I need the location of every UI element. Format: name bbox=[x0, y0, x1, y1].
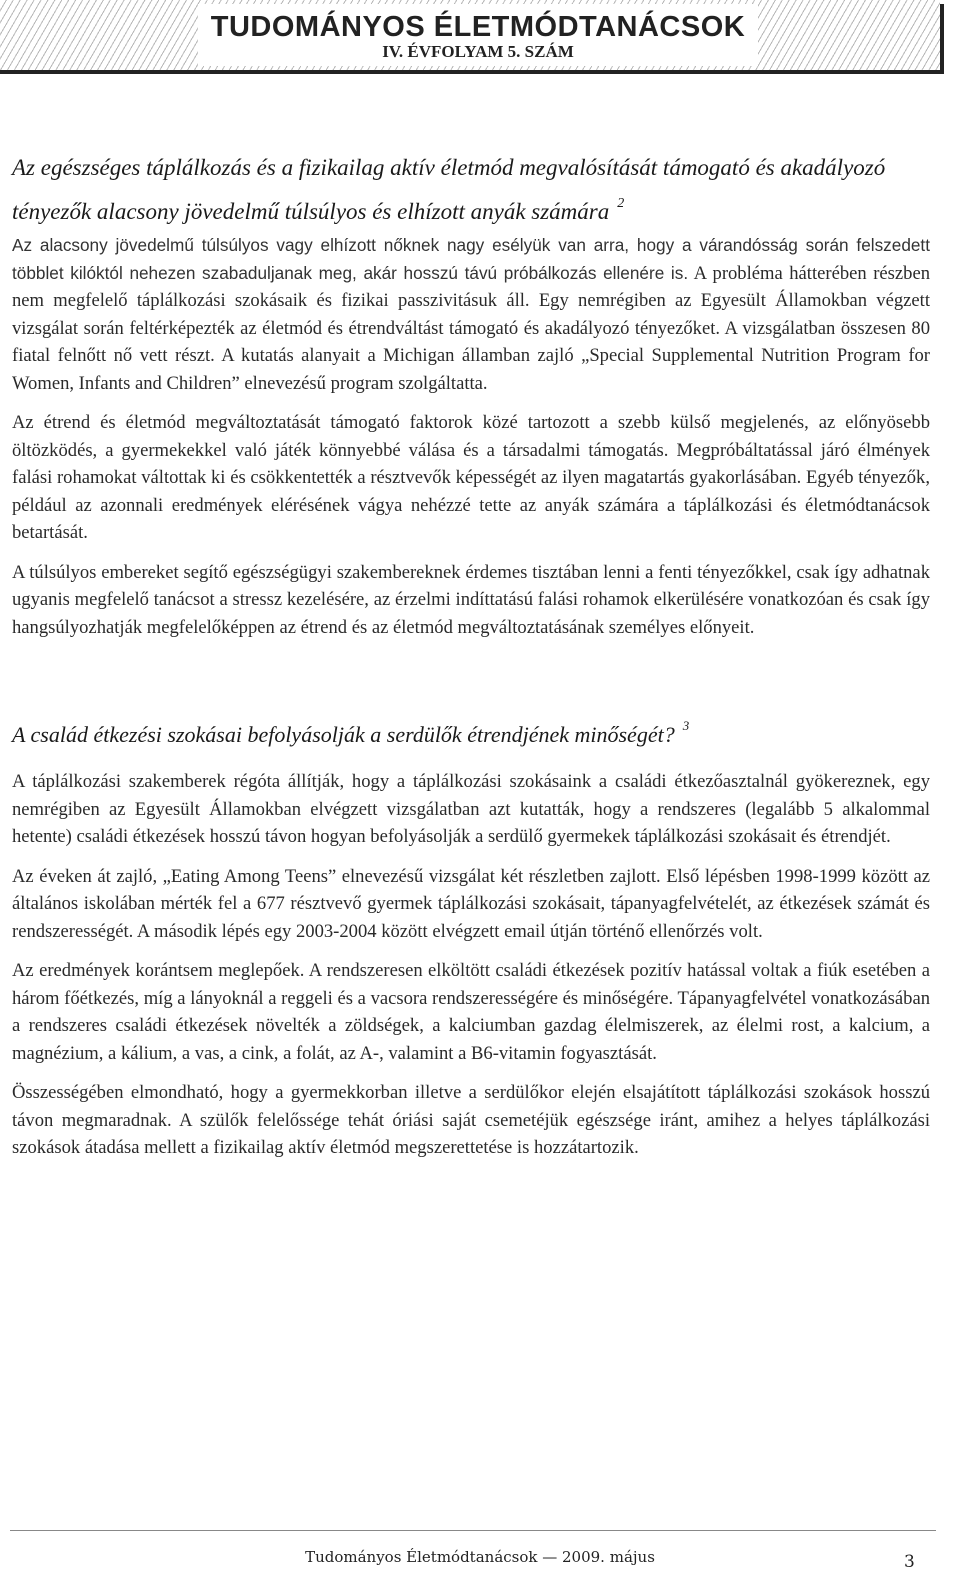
article-1-paragraph-3: A túlsúlyos embereket segítő egészségügyi szakembereknek érdemes tisztában lenni a fenti tényezőkkel, csak így adhatnak ugyanis megfelelő tanácsot a stressz kezelésére, az érzelmi indíttatású falási rohamok elkerülésére vonatkozóan és csak így hangsúlyozhatják megfelelőképpen az étrend és az életmód megváltoztatásának személyes előnyeit. bbox=[12, 561, 930, 638]
masthead-shadow-bottom bbox=[0, 70, 944, 74]
page-number: 3 bbox=[904, 1552, 915, 1572]
article-body bbox=[12, 150, 930, 1174]
article-2-paragraph-3: Az eredmények korántsem meglepőek. A rendszeresen elköltött családi étkezések pozitív hatással voltak a fiúk esetében a három főétkezés, míg a lányoknál a reggeli és a vacsora rendszerességére és minőségére. Tápanyagfelvétel vonatkozásában a rendszeres családi étkezések növelték a zöldségek, a kalciumban gazdag élelmiszerek, az élelmi rost, a kalcium, a magnézium, a kálium, a vas, a cink, a folát, az A-, valamint a B6-vitamin fogyasztását. bbox=[12, 960, 930, 1064]
footer-divider bbox=[10, 1530, 936, 1531]
article-1-heading-text: Az egészséges táplálkozás és a fizikailag aktív életmód megvalósítását támogató és akadályozó tényezők alacsony jövedelmű túlsúlyos és elhízott anyák számára bbox=[12, 155, 886, 224]
article-2-heading bbox=[12, 711, 930, 750]
masthead-shadow-right bbox=[940, 4, 944, 74]
article-1-paragraph-2: Az étrend és életmód megváltoztatását támogató faktorok közé tartozott a szebb külső megjelenés, az előnyösebb öltözködés, a gyermekekkel való játék könnyebbé válása és a társadalmi támogatás. Megpróbáltatással járó élmények falási rohamokat váltottak ki és csökkentették a résztvevők képességét az ilyen magatartás gyakorlásában. Egyéb tényezők, például az azonnali eredmények elérésének vágya nehézzé tette az anyák számára a táplálkozási és életmódtanácsok betartását. bbox=[12, 412, 930, 543]
masthead-title-box bbox=[198, 4, 758, 66]
masthead bbox=[0, 0, 956, 74]
journal-issue: IV. ÉVFOLYAM 5. SZÁM bbox=[382, 42, 574, 61]
article-1-intro: Az alacsony jövedelmű túlsúlyos vagy elhízott nőknek nagy esélyük van arra, hogy a várandósság során felszedett többlet kilóktól nehezen szabaduljanak meg, akár hosszú távú próbálkozás ellenére is. bbox=[12, 235, 930, 283]
footer-caption: Tudományos Életmódtanácsok — 2009. május bbox=[305, 1548, 655, 1566]
article-1-paragraph-1 bbox=[12, 232, 930, 397]
article-2-paragraph-4: Összességében elmondható, hogy a gyermekkorban illetve a serdülőkor elején elsajátított táplálkozási szokások hosszú távon megmaradnak. A szülők felelőssége tehát óriási saját csemetéjük egészsége iránt, amihez a helyes táplálkozási szokások átadása mellett a fizikailag aktív életmód megszerettetése is hozzátartozik. bbox=[12, 1082, 930, 1158]
footnote-2-marker: 2 bbox=[617, 196, 625, 211]
article-2-paragraph-2: Az éveken át zajló, „Eating Among Teens” elnevezésű vizsgálat két részletben zajlott. Első lépésben 1998-1999 között az általános iskolában mérték fel a 677 résztvevő gyermek táplálkozási szokásait, tápanyagfelvételét, az étkezések számát és rendszerességét. A második lépés egy 2003-2004 között elvégzett email útján történő ellenőrzés volt. bbox=[12, 865, 930, 942]
footnote-3-marker: 3 bbox=[682, 718, 690, 733]
article-2-heading-text: A család étkezési szokásai befolyásolják a serdülők étrendjének minőségét? bbox=[12, 722, 675, 747]
article-1-intro-continued: A probléma hátterében részben nem megfelelő táplálkozási szokásaik és fizikai passzivitásuk áll. Egy nemrégiben az Egyesült Államokban végzett vizsgálat során feltérképezték az életmód és étrendváltást támogató és akadályozó tényezőket. A vizsgálatban összesen 80 fiatal felnőtt nő vett részt. A kutatás alanyait a Michigan államban zajló „Special Supplemental Nutrition Program for Women, Infants and Children” elnevezésű program szolgáltatta. bbox=[12, 262, 930, 394]
journal-title: TUDOMÁNYOS ÉLETMÓDTANÁCSOK bbox=[210, 11, 746, 43]
article-1-heading bbox=[12, 150, 930, 230]
article-2-paragraph-1: A táplálkozási szakemberek régóta állítják, hogy a táplálkozási szokásaink a családi étkezőasztalnál gyökereznek, egy nemrégiben az Egyesült Államokban elvégzett vizsgálatban azt kutatták, hogy a rendszeres (legalább 5 alkalommal hetente) családi étkezések hosszú távon hogyan befolyásolják a serdülő gyermekek táplálkozási szokásait és étrendjét. bbox=[12, 771, 930, 847]
